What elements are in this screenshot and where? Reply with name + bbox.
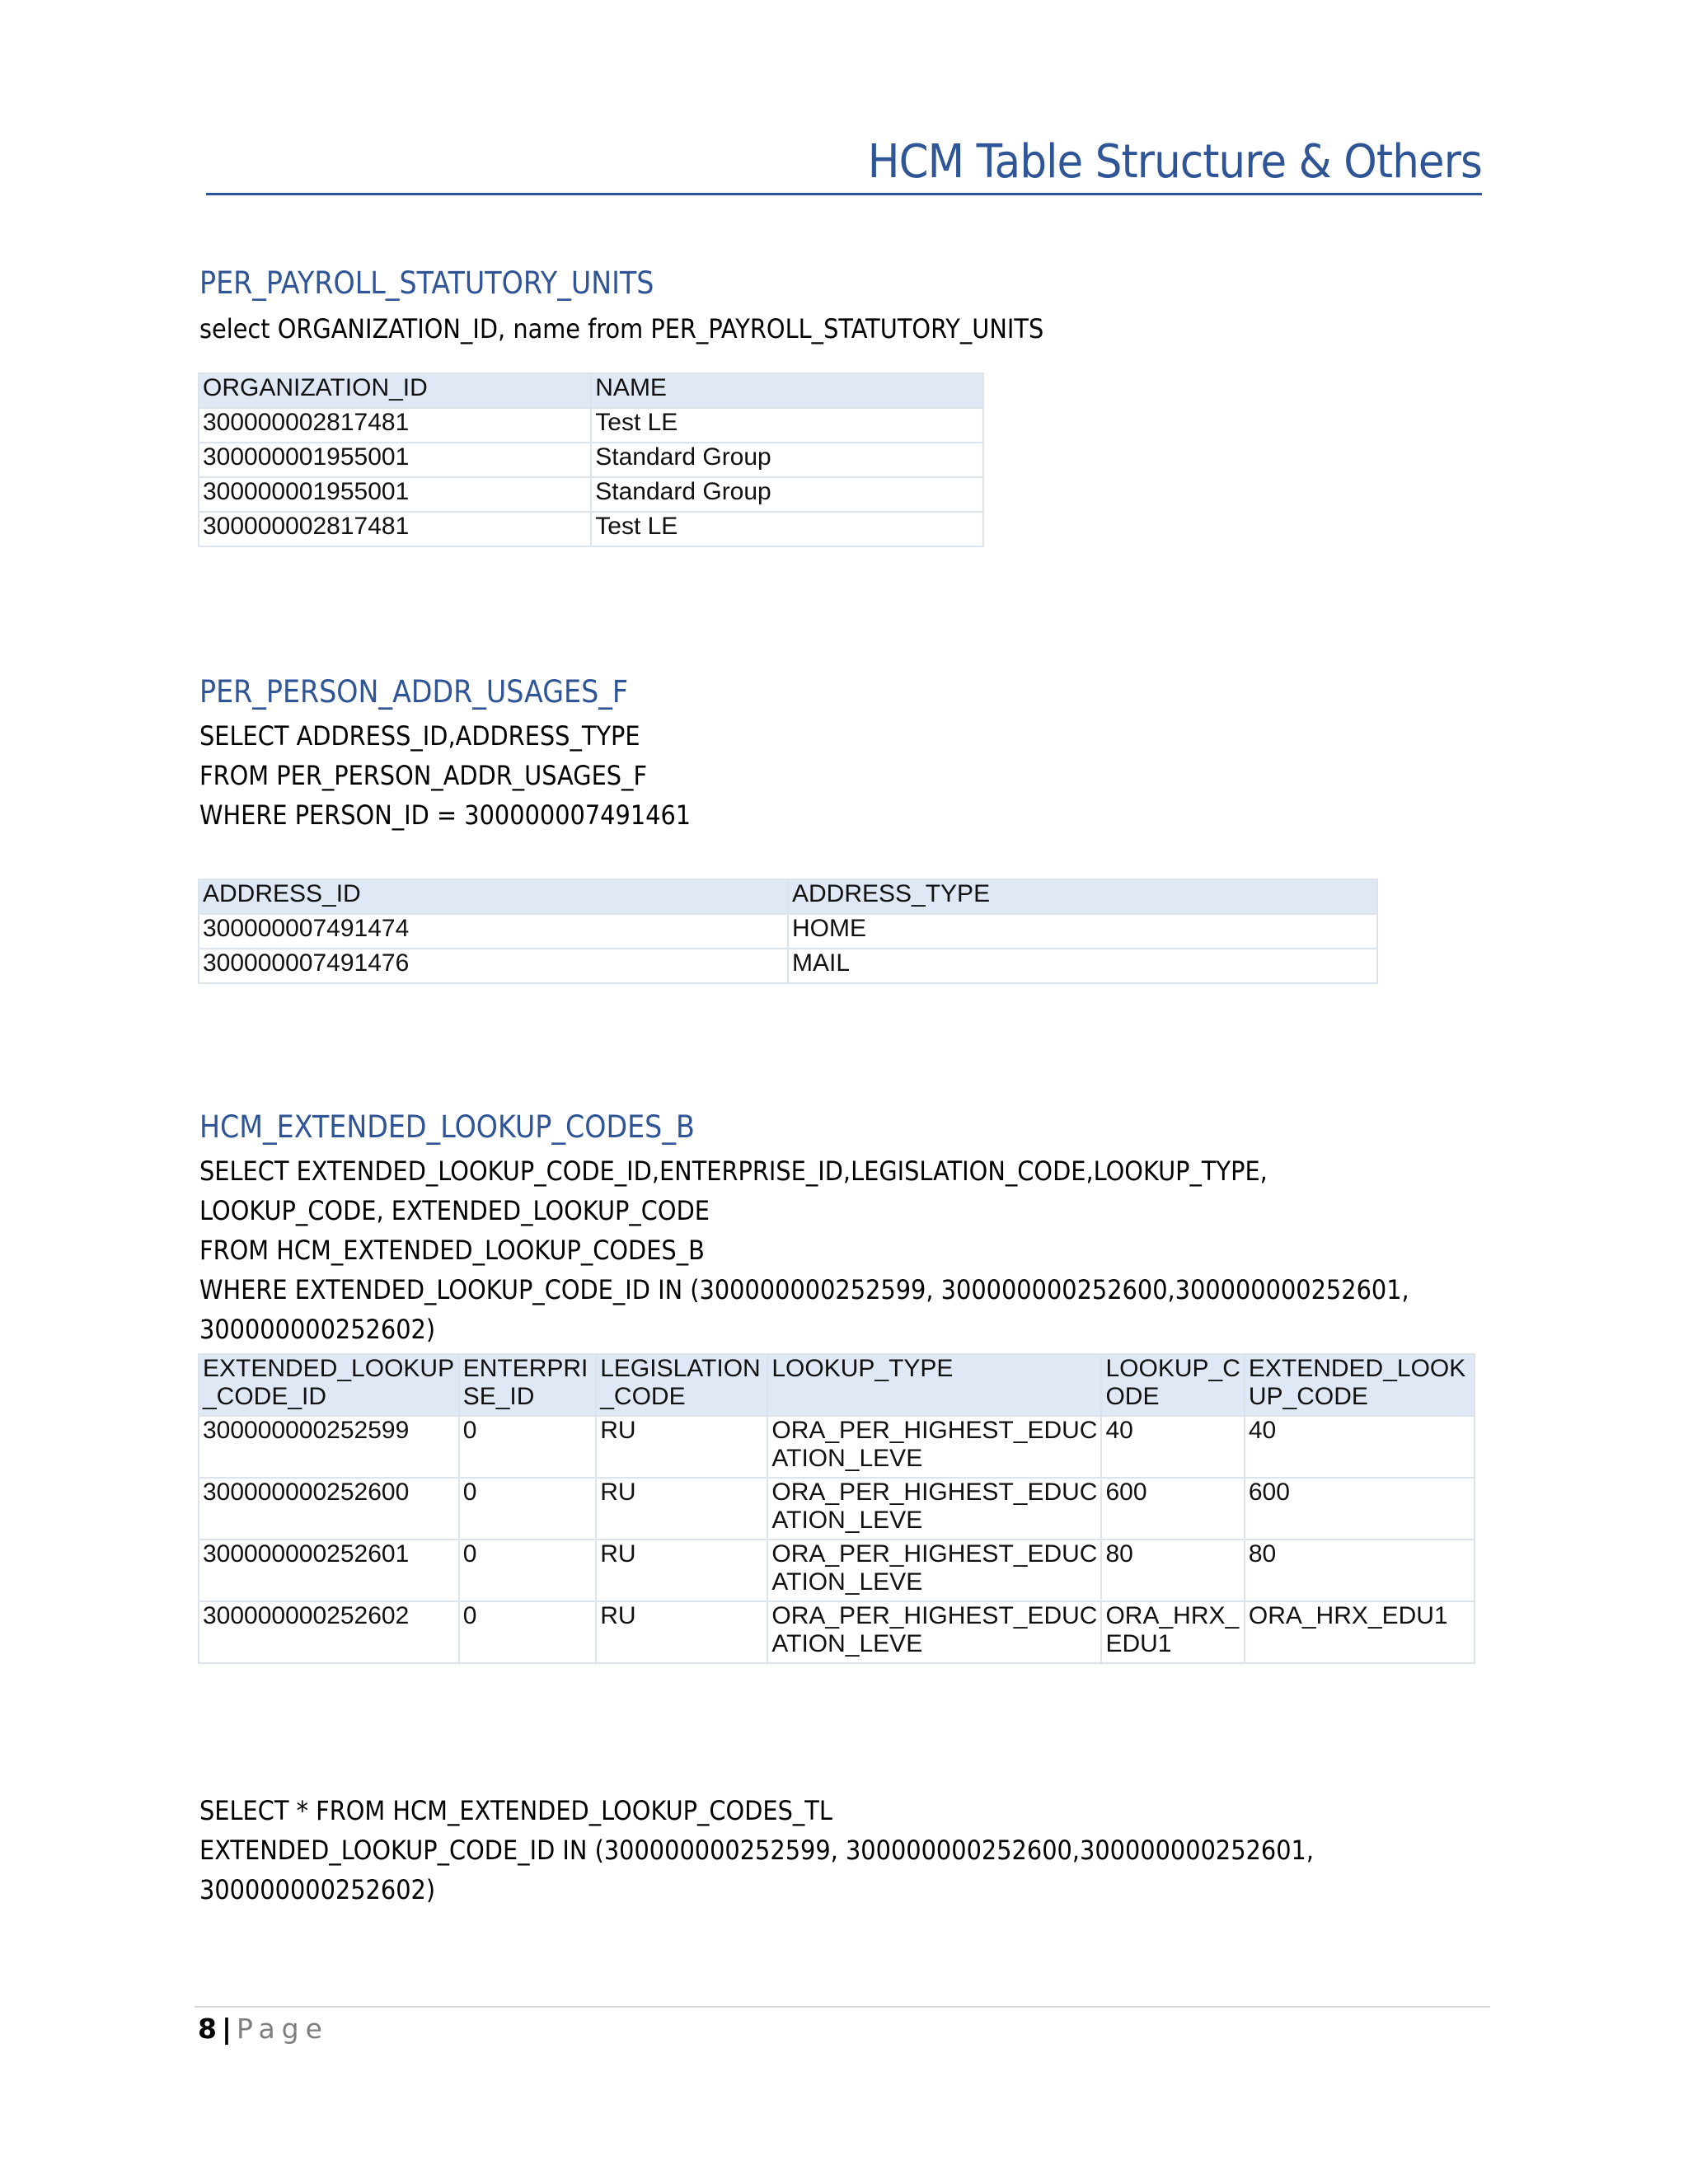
- query-line: FROM HCM_EXTENDED_LOOKUP_CODES_B: [199, 1235, 705, 1266]
- payroll-statutory-units-table: [198, 373, 984, 547]
- table-header-row: [199, 373, 983, 408]
- table-cell: 300000007491474: [199, 914, 788, 949]
- table-cell: 0: [459, 1601, 597, 1663]
- query-line: SELECT * FROM HCM_EXTENDED_LOOKUP_CODES_TL: [199, 1795, 832, 1826]
- column-header: LOOKUP_TYPE: [767, 1354, 1101, 1416]
- footer-divider: [195, 2006, 1490, 2008]
- column-header: ADDRESS_TYPE: [788, 879, 1377, 914]
- query-line: LOOKUP_CODE, EXTENDED_LOOKUP_CODE: [199, 1195, 710, 1226]
- table-cell: Test LE: [591, 512, 983, 546]
- table-cell: 40: [1101, 1416, 1244, 1478]
- table-cell: RU: [596, 1601, 767, 1663]
- query-line: 300000000252602): [199, 1314, 436, 1345]
- column-header: LEGISLATION _CODE: [596, 1354, 767, 1416]
- table-cell: Standard Group: [591, 477, 983, 512]
- table-cell: MAIL: [788, 949, 1377, 983]
- table-cell: ORA_HRX_EDU1: [1245, 1601, 1475, 1663]
- table-row: [199, 477, 983, 512]
- column-header: ADDRESS_ID: [199, 879, 788, 914]
- table-cell: 300000000252601: [199, 1540, 459, 1601]
- table-header-row: [199, 1354, 1475, 1416]
- table-cell: ORA_PER_HIGHEST_EDUC ATION_LEVE: [767, 1478, 1101, 1540]
- query-line: WHERE PERSON_ID = 300000007491461: [199, 799, 692, 831]
- table-cell: 300000001955001: [199, 477, 591, 512]
- column-header: EXTENDED_LOOKUP _CODE_ID: [199, 1354, 459, 1416]
- table-cell: 0: [459, 1540, 597, 1601]
- column-header: NAME: [591, 373, 983, 408]
- section-heading-extended-lookup-codes-b: HCM_EXTENDED_LOOKUP_CODES_B: [199, 1109, 695, 1145]
- table-cell: RU: [596, 1416, 767, 1478]
- table-cell: 0: [459, 1416, 597, 1478]
- table-cell: 300000007491476: [199, 949, 788, 983]
- table-cell: 300000000252600: [199, 1478, 459, 1540]
- person-addr-usages-table: [198, 879, 1378, 984]
- table-row: [199, 1478, 1475, 1540]
- table-cell: HOME: [788, 914, 1377, 949]
- table-row: [199, 949, 1377, 983]
- query-line: SELECT ADDRESS_ID,ADDRESS_TYPE: [199, 720, 640, 752]
- table-cell: 300000000252599: [199, 1416, 459, 1478]
- column-header: EXTENDED_LOOK UP_CODE: [1245, 1354, 1475, 1416]
- extended-lookup-codes-table: [198, 1353, 1475, 1664]
- table-cell: 80: [1101, 1540, 1244, 1601]
- table-cell: 300000001955001: [199, 443, 591, 477]
- table-cell: 300000002817481: [199, 408, 591, 443]
- table-cell: RU: [596, 1478, 767, 1540]
- table-cell: ORA_PER_HIGHEST_EDUC ATION_LEVE: [767, 1540, 1101, 1601]
- page-footer: [198, 2013, 329, 2045]
- page-number: 8: [198, 2013, 217, 2045]
- table-cell: 300000002817481: [199, 512, 591, 546]
- query-line: WHERE EXTENDED_LOOKUP_CODE_ID IN (300000000252599, 300000000252600,300000000252601,: [199, 1274, 1409, 1305]
- section-heading-person-addr-usages: PER_PERSON_ADDR_USAGES_F: [199, 674, 629, 710]
- table-cell: ORA_PER_HIGHEST_EDUC ATION_LEVE: [767, 1601, 1101, 1663]
- table-cell: 40: [1245, 1416, 1475, 1478]
- table-cell: 600: [1245, 1478, 1475, 1540]
- table-row: [199, 914, 1377, 949]
- table-cell: 600: [1101, 1478, 1244, 1540]
- column-header: ENTERPRI SE_ID: [459, 1354, 597, 1416]
- footer-separator: |: [221, 2013, 232, 2045]
- table-row: [199, 1416, 1475, 1478]
- query-line: 300000000252602): [199, 1874, 436, 1905]
- query-line: FROM PER_PERSON_ADDR_USAGES_F: [199, 760, 648, 791]
- table-cell: ORA_PER_HIGHEST_EDUC ATION_LEVE: [767, 1416, 1101, 1478]
- table-cell: Standard Group: [591, 443, 983, 477]
- page-header: [206, 132, 1482, 195]
- page-title: HCM Table Structure & Others: [867, 135, 1482, 189]
- table-cell: RU: [596, 1540, 767, 1601]
- table-header-row: [199, 879, 1377, 914]
- section-heading-payroll-statutory-units: PER_PAYROLL_STATUTORY_UNITS: [199, 265, 654, 301]
- table-row: [199, 1540, 1475, 1601]
- table-cell: ORA_HRX_ EDU1: [1101, 1601, 1244, 1663]
- query-line: select ORGANIZATION_ID, name from PER_PAYROLL_STATUTORY_UNITS: [199, 313, 1044, 344]
- table-cell: 0: [459, 1478, 597, 1540]
- column-header: ORGANIZATION_ID: [199, 373, 591, 408]
- table-cell: 300000000252602: [199, 1601, 459, 1663]
- table-row: [199, 1601, 1475, 1663]
- column-header: LOOKUP_C ODE: [1101, 1354, 1244, 1416]
- query-line: SELECT EXTENDED_LOOKUP_CODE_ID,ENTERPRISE_ID,LEGISLATION_CODE,LOOKUP_TYPE,: [199, 1155, 1268, 1187]
- table-row: [199, 512, 983, 546]
- query-line: EXTENDED_LOOKUP_CODE_ID IN (300000000252599, 300000000252600,300000000252601,: [199, 1835, 1314, 1866]
- table-row: [199, 443, 983, 477]
- table-cell: 80: [1245, 1540, 1475, 1601]
- table-cell: Test LE: [591, 408, 983, 443]
- table-row: [199, 408, 983, 443]
- page-label: Page: [237, 2013, 329, 2045]
